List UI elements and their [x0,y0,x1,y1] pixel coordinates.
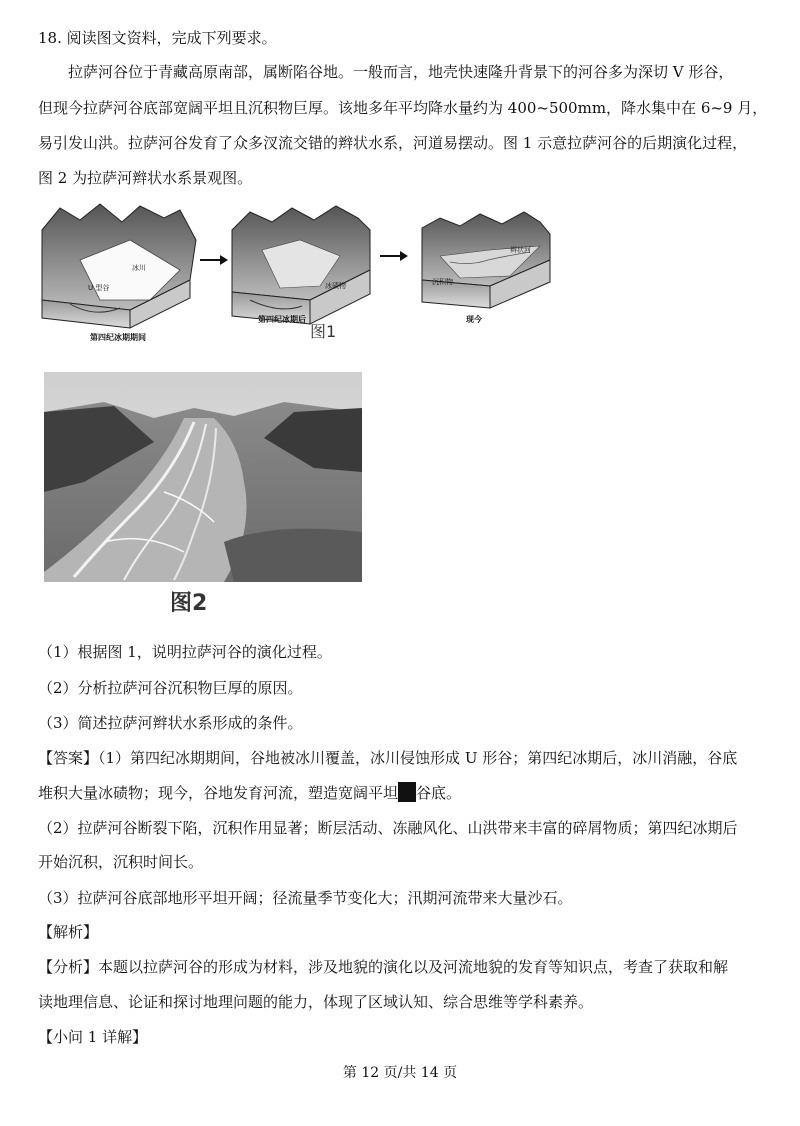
figure-2-caption: 图2 [170,591,208,616]
answer-label: 【答案】 [38,749,99,767]
panel-glacial-period [42,204,196,342]
question-title: 18. 阅读图文资料，完成下列要求。 [38,29,277,47]
panel-label-2: 第四纪冰期后 [258,315,306,324]
sub-question-2: （2）分析拉萨河谷沉积物巨厚的原因。 [38,679,303,697]
analysis-fenxi-line2: 读地理信息、论证和探讨地理问题的能力，体现了区域认知、综合思维等学科素养。 [38,993,594,1011]
paragraph-line-2: 但现今拉萨河谷底部宽阔平坦且沉积物巨厚。该地多年平均降水量约为 400~500mm，降水集中在 6~9 月， [38,99,768,117]
sub-question-1: （1）根据图 1，说明拉萨河谷的演化过程。 [38,643,332,661]
page-footer: 第 12 页/共 14 页 [342,1065,458,1081]
analysis-detail-label: 【小问 1 详解】 [38,1028,148,1046]
analysis-label: 【解析】 [38,923,99,941]
panel-label-3: 现今 [466,315,482,324]
answer-part1-line1: （1）第四纪冰期期间，谷地被冰川覆盖，冰川侵蚀形成 U 形谷；第四纪冰期后，冰川消融，谷底 [98,749,738,767]
figure-1-caption: 图1 [310,322,337,341]
answer-part1-line2b: 谷底。 [416,784,462,802]
label-u-valley: U 型谷 [88,284,110,292]
panel-postglacial [232,206,370,341]
panel-label-1: 第四纪冰期期间 [90,333,146,342]
sub-question-3: （3）简述拉萨河辫状水系形成的条件。 [38,714,303,732]
panel-present [422,212,550,324]
figure-1-diagram [40,200,560,348]
answer-part2-line1: （2）拉萨河谷断裂下陷，沉积作用显著；断层活动、冻融风化、山洪带来丰富的碎屑物质；第四纪冰期后 [38,819,738,837]
answer-line-1 [38,748,737,768]
answer-part2-line2: 开始沉积，沉积时间长。 [38,853,204,871]
redaction-mark [398,782,416,802]
answer-part1-line2a: 堆积大量冰碛物；现今，谷地发育河流，塑造宽阔平坦 [38,784,399,802]
label-sediment: 沉积物 [432,278,453,286]
arrow-head-icon [220,255,228,265]
label-braided-river: 辫状河 [510,246,531,254]
arrow-head-icon [400,251,408,261]
figure-1 [40,200,560,348]
paragraph-line-3: 易引发山洪。拉萨河谷发育了众多汊流交错的辫状水系，河道易摆动。图 1 示意拉萨河谷的后期演化过程， [38,134,748,152]
paragraph-line-4: 图 2 为拉萨河辫状水系景观图。 [38,169,253,187]
paragraph-line-1: 拉萨河谷位于青藏高原南部，属断陷谷地。一般而言，地壳快速隆升背景下的河谷多为深切 V 形谷， [68,63,734,81]
figure-2 [44,372,362,618]
figure-2-photo [44,372,362,618]
answer-part3: （3）拉萨河谷底部地形平坦开阔；径流量季节变化大；汛期河流带来大量沙石。 [38,889,573,907]
answer-line-2 [38,782,461,803]
label-glacier: 冰川 [132,264,146,272]
label-moraine: 冰碛物 [325,282,346,290]
analysis-fenxi-line1: 【分析】本题以拉萨河谷的形成为材料，涉及地貌的演化以及河流地貌的发育等知识点，考查了获取和解 [38,958,729,976]
